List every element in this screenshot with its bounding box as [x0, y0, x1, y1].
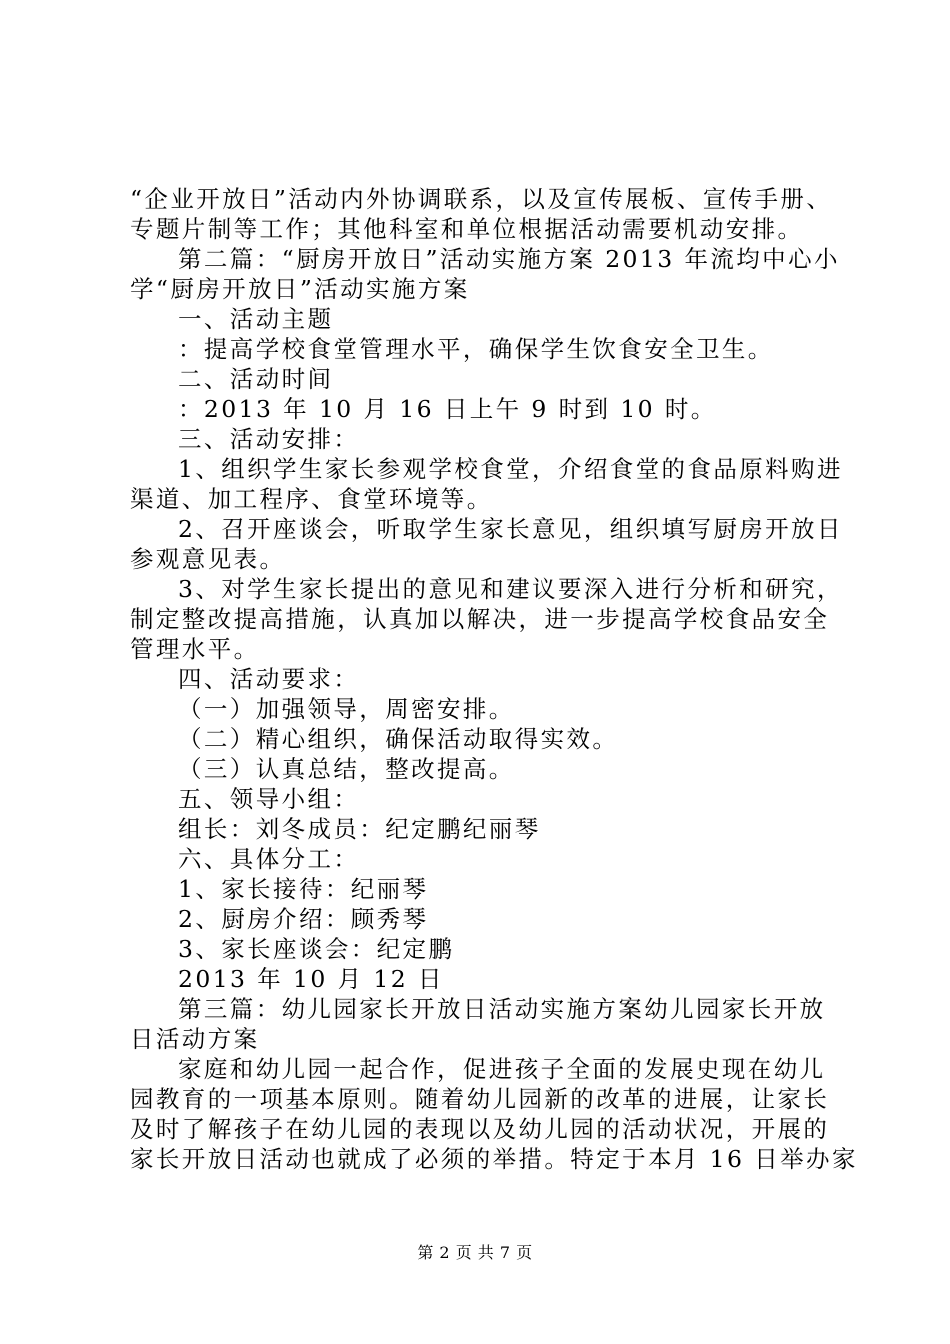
text-line: 园教育的一项基本原则。随着幼儿园新的改革的进展，让家长: [130, 1085, 830, 1113]
text-line: 五、领导小组：: [178, 785, 360, 813]
text-line: 制定整改提高措施，认真加以解决，进一步提高学校食品安全: [130, 605, 830, 633]
text-line: 渠道、加工程序、食堂环境等。: [130, 485, 493, 513]
text-line: 专题片制等工作；其他科室和单位根据活动需要机动安排。: [130, 215, 804, 243]
section-heading: 学“厨房开放日”活动实施方案: [130, 275, 470, 303]
text-line: 家庭和幼儿园一起合作，促进孩子全面的发展史现在幼儿: [178, 1055, 826, 1083]
text-line: 三、活动安排：: [178, 425, 360, 453]
text-line: 组长：刘冬成员：纪定鹏纪丽琴: [178, 815, 541, 843]
text-line: 一、活动主题: [178, 305, 334, 333]
text-line: 管理水平。: [130, 635, 260, 663]
text-line: 2013 年 10 月 12 日: [178, 965, 444, 993]
text-line: “企业开放日”活动内外协调联系，以及宣传展板、宣传手册、: [130, 185, 833, 213]
section-heading: 日活动方案: [130, 1025, 260, 1053]
text-line: ：提高学校食堂管理水平，确保学生饮食安全卫生。: [178, 335, 774, 363]
text-line: 及时了解孩子在幼儿园的表现以及幼儿园的活动状况，开展的: [130, 1115, 830, 1143]
section-heading: 第二篇：“厨房开放日”活动实施方案 2013 年流均中心小: [178, 245, 840, 273]
text-line: 2、召开座谈会，听取学生家长意见，组织填写厨房开放日: [178, 515, 843, 543]
text-line: 1、组织学生家长参观学校食堂，介绍食堂的食品原料购进: [178, 455, 843, 483]
text-line: 二、活动时间: [178, 365, 334, 393]
text-line: （一）加强领导，周密安排。: [178, 695, 515, 723]
text-line: ：2013 年 10 月 16 日上午 9 时到 10 时。: [178, 395, 717, 423]
text-line: （三）认真总结，整改提高。: [178, 755, 515, 783]
text-line: 四、活动要求：: [178, 665, 360, 693]
text-line: 六、具体分工：: [178, 845, 360, 873]
text-line: 家长开放日活动也就成了必须的举措。特定于本月 16 日举办家: [130, 1145, 858, 1173]
page-footer: 第 2 页 共 7 页: [417, 1243, 533, 1262]
text-line: 3、对学生家长提出的意见和建议要深入进行分析和研究，: [178, 575, 843, 603]
text-line: 2、厨房介绍：顾秀琴: [178, 905, 429, 933]
text-line: 3、家长座谈会：纪定鹏: [178, 935, 455, 963]
text-line: （二）精心组织，确保活动取得实效。: [178, 725, 619, 753]
text-line: 参观意见表。: [130, 545, 286, 573]
text-line: 1、家长接待：纪丽琴: [178, 875, 429, 903]
section-heading: 第三篇：幼儿园家长开放日活动实施方案幼儿园家长开放: [178, 995, 826, 1023]
